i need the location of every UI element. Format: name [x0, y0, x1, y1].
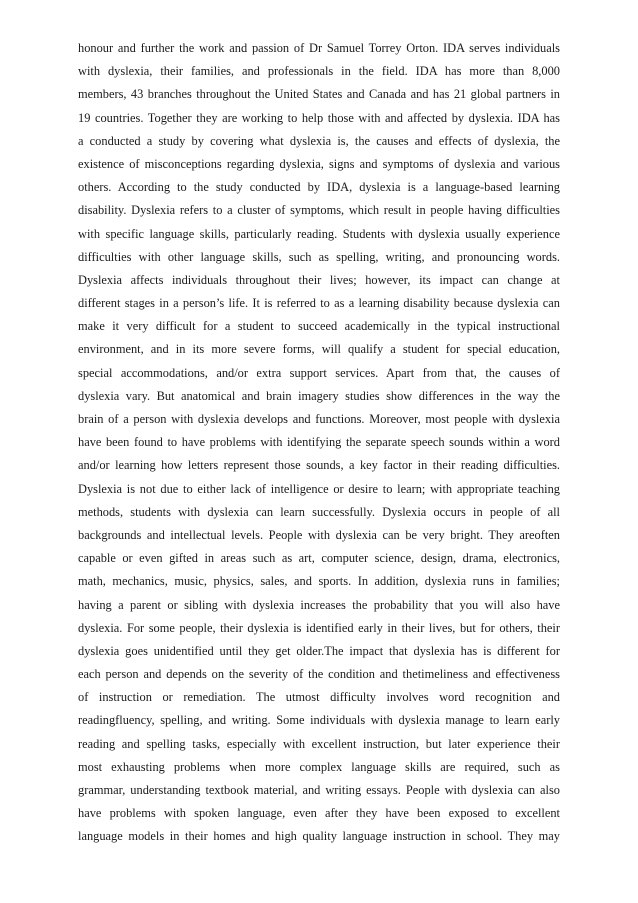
- text-line: each person and depends on the severity of the condition and thetimeliness and effectiveness: [78, 667, 560, 682]
- text-line: with specific language skills, particularly reading. Students with dyslexia usually experience: [78, 226, 560, 241]
- text-line: backgrounds and intellectual levels. People with dyslexia can be very bright. They areoften: [78, 527, 560, 542]
- text-line: existence of misconceptions regarding dyslexia, signs and symptoms of dyslexia and various: [78, 156, 560, 171]
- text-line: reading and spelling tasks, especially with excellent instruction, but later experience their: [78, 736, 560, 751]
- text-line: capable or even gifted in areas such as art, computer science, design, drama, electronics,: [78, 551, 560, 566]
- text-line: Dyslexia affects individuals throughout their lives; however, its impact can change at: [78, 272, 560, 287]
- text-line: brain of a person with dyslexia develops and functions. Moreover, most people with dyslexia: [78, 412, 560, 426]
- text-line: special accommodations, and/or extra support services. Apart from that, the causes of: [78, 365, 560, 380]
- text-line: most exhausting problems when more complex language skills are required, such as: [78, 759, 560, 774]
- text-line: dyslexia goes unidentified until they get older.The impact that dyslexia has is different for: [78, 643, 560, 658]
- text-line: others. According to the study conducted by IDA, dyslexia is a language-based learning: [78, 180, 560, 195]
- text-line: math, mechanics, music, physics, sales, and sports. In addition, dyslexia runs in families;: [78, 574, 560, 589]
- text-line: dyslexia. For some people, their dyslexia is identified early in their lives, but for others, their: [78, 620, 560, 635]
- text-line: 19 countries. Together they are working to help those with and affected by dyslexia. IDA has: [78, 110, 560, 125]
- text-line: have problems with spoken language, even after they have been exposed to excellent: [78, 806, 560, 821]
- text-line: dyslexia vary. But anatomical and brain imagery studies show differences in the way the: [78, 388, 560, 403]
- text-line: of instruction or remediation. The utmost difficulty involves word recognition and: [78, 690, 560, 705]
- text-line: readingfluency, spelling, and writing. Some individuals with dyslexia manage to learn early: [78, 713, 560, 728]
- text-line: members, 43 branches throughout the United States and Canada and has 21 global partners in: [78, 87, 560, 102]
- body-paragraph: [78, 37, 560, 849]
- text-line: Dyslexia is not due to either lack of intelligence or desire to learn; with appropriate teaching: [78, 481, 560, 496]
- text-line: language models in their homes and high quality language instruction in school. They may: [78, 829, 560, 844]
- text-line: different stages in a person’s life. It is referred to as a learning disability because dyslexia can: [78, 296, 560, 311]
- text-line: with dyslexia, their families, and professionals in the field. IDA has more than 8,000: [78, 64, 560, 79]
- text-line: disability. Dyslexia refers to a cluster of symptoms, which result in people having difficulties: [78, 203, 560, 218]
- text-line: honour and further the work and passion of Dr Samuel Torrey Orton. IDA serves individuals: [78, 41, 560, 55]
- text-line: have been found to have problems with identifying the separate speech sounds within a word: [78, 435, 560, 450]
- text-line: and/or learning how letters represent those sounds, a key factor in their reading difficulties.: [78, 458, 560, 473]
- text-line: make it very difficult for a student to succeed academically in the typical instructional: [78, 319, 560, 334]
- text-line: environment, and in its more severe forms, will qualify a student for special education,: [78, 342, 560, 357]
- text-line: grammar, understanding textbook material, and writing essays. People with dyslexia can also: [78, 783, 560, 797]
- text-line: difficulties with other language skills, such as spelling, writing, and pronouncing words.: [78, 249, 560, 264]
- text-line: having a parent or sibling with dyslexia increases the probability that you will also have: [78, 597, 560, 612]
- text-line: a conducted a study by covering what dyslexia is, the causes and effects of dyslexia, the: [78, 133, 560, 148]
- text-line: methods, students with dyslexia can learn successfully. Dyslexia occurs in people of all: [78, 504, 560, 519]
